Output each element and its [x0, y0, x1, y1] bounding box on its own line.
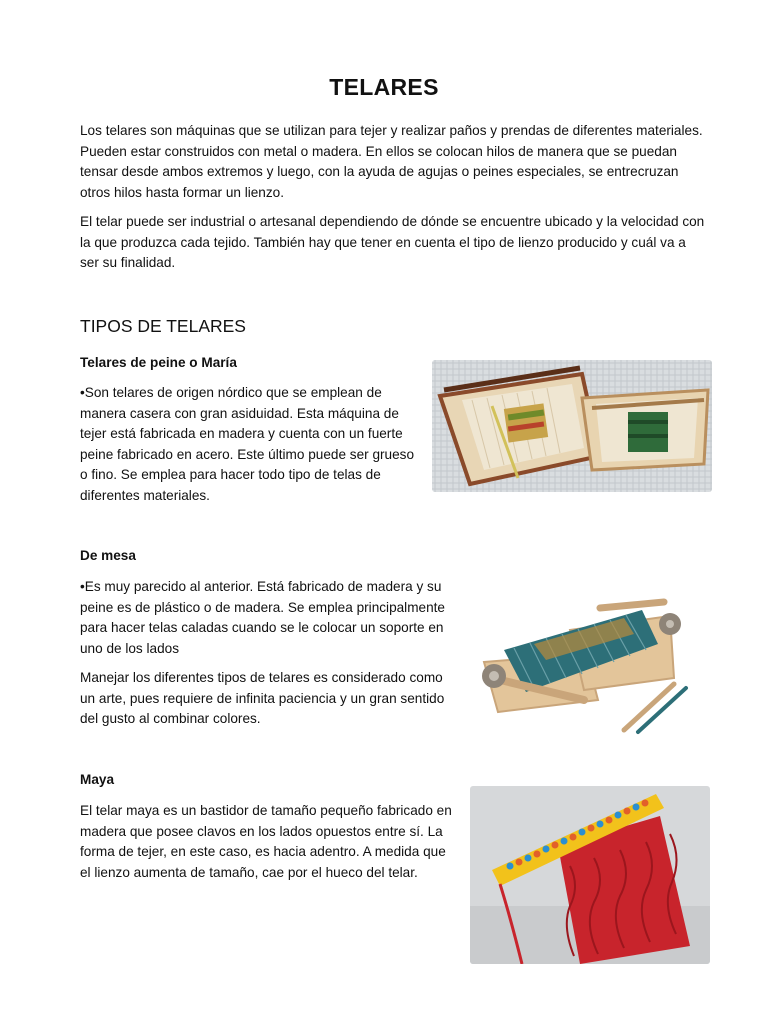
page-title: TELARES — [329, 74, 439, 100]
section-title: TIPOS DE TELARES — [80, 316, 246, 336]
intro-paragraph-1: Los telares son máquinas que se utilizan para tejer y realizar paños y prendas de diferentes materiales. Pueden estar construidos con metal o madera. En ellos se colocan hilos de manera que se puedan tensar desde ambos extremos y luego, con la ayuda de agujas o peines especiales, se entrecruzan otros hilos hasta formar un lienzo. — [80, 123, 703, 200]
knitting-loom-image — [470, 786, 710, 964]
type-heading-mesa: De mesa — [80, 548, 136, 563]
intro-paragraph-2: El telar puede ser industrial o artesanal dependiendo de dónde se encuentre ubicado y la velocidad con la que produzca cada tejido. También hay que tener en cuenta el tipo de lienzo producido y cuál va a ser su finalidad. — [80, 214, 705, 271]
type-paragraph-maya: El telar maya es un bastidor de tamaño pequeño fabricado en madera que posee clavos en los lados opuestos entre sí. La forma de tejer, en este caso, es hacia adentro. A medida que el lienzo aumenta de tamaño, cae por el hueco del telar. — [80, 803, 452, 880]
table-loom-image — [474, 588, 692, 748]
comb-loom-image — [432, 360, 712, 492]
type-paragraph-mesa: •Es muy parecido al anterior. Está fabricado de madera y su peine es de plástico o de madera. Se emplea principalmente para hacer telas caladas cuando se le colocar un soporte en uno de los lados — [80, 579, 445, 656]
type-heading-peine: Telares de peine o María — [80, 355, 237, 370]
type-paragraph-mesa-2: Manejar los diferentes tipos de telares es considerado como un arte, pues requiere de infinita paciencia y un gran sentido del gusto al combinar colores. — [80, 670, 445, 727]
type-paragraph-peine: •Son telares de origen nórdico que se emplean de manera casera con gran asiduidad. Esta máquina de tejer está fabricada en madera y cuenta con un fuerte peine fabricado en acero. Este último puede ser grueso o fino. Se emplea para hacer todo tipo de telas de diferentes materiales. — [80, 385, 415, 503]
type-heading-maya: Maya — [80, 772, 115, 787]
